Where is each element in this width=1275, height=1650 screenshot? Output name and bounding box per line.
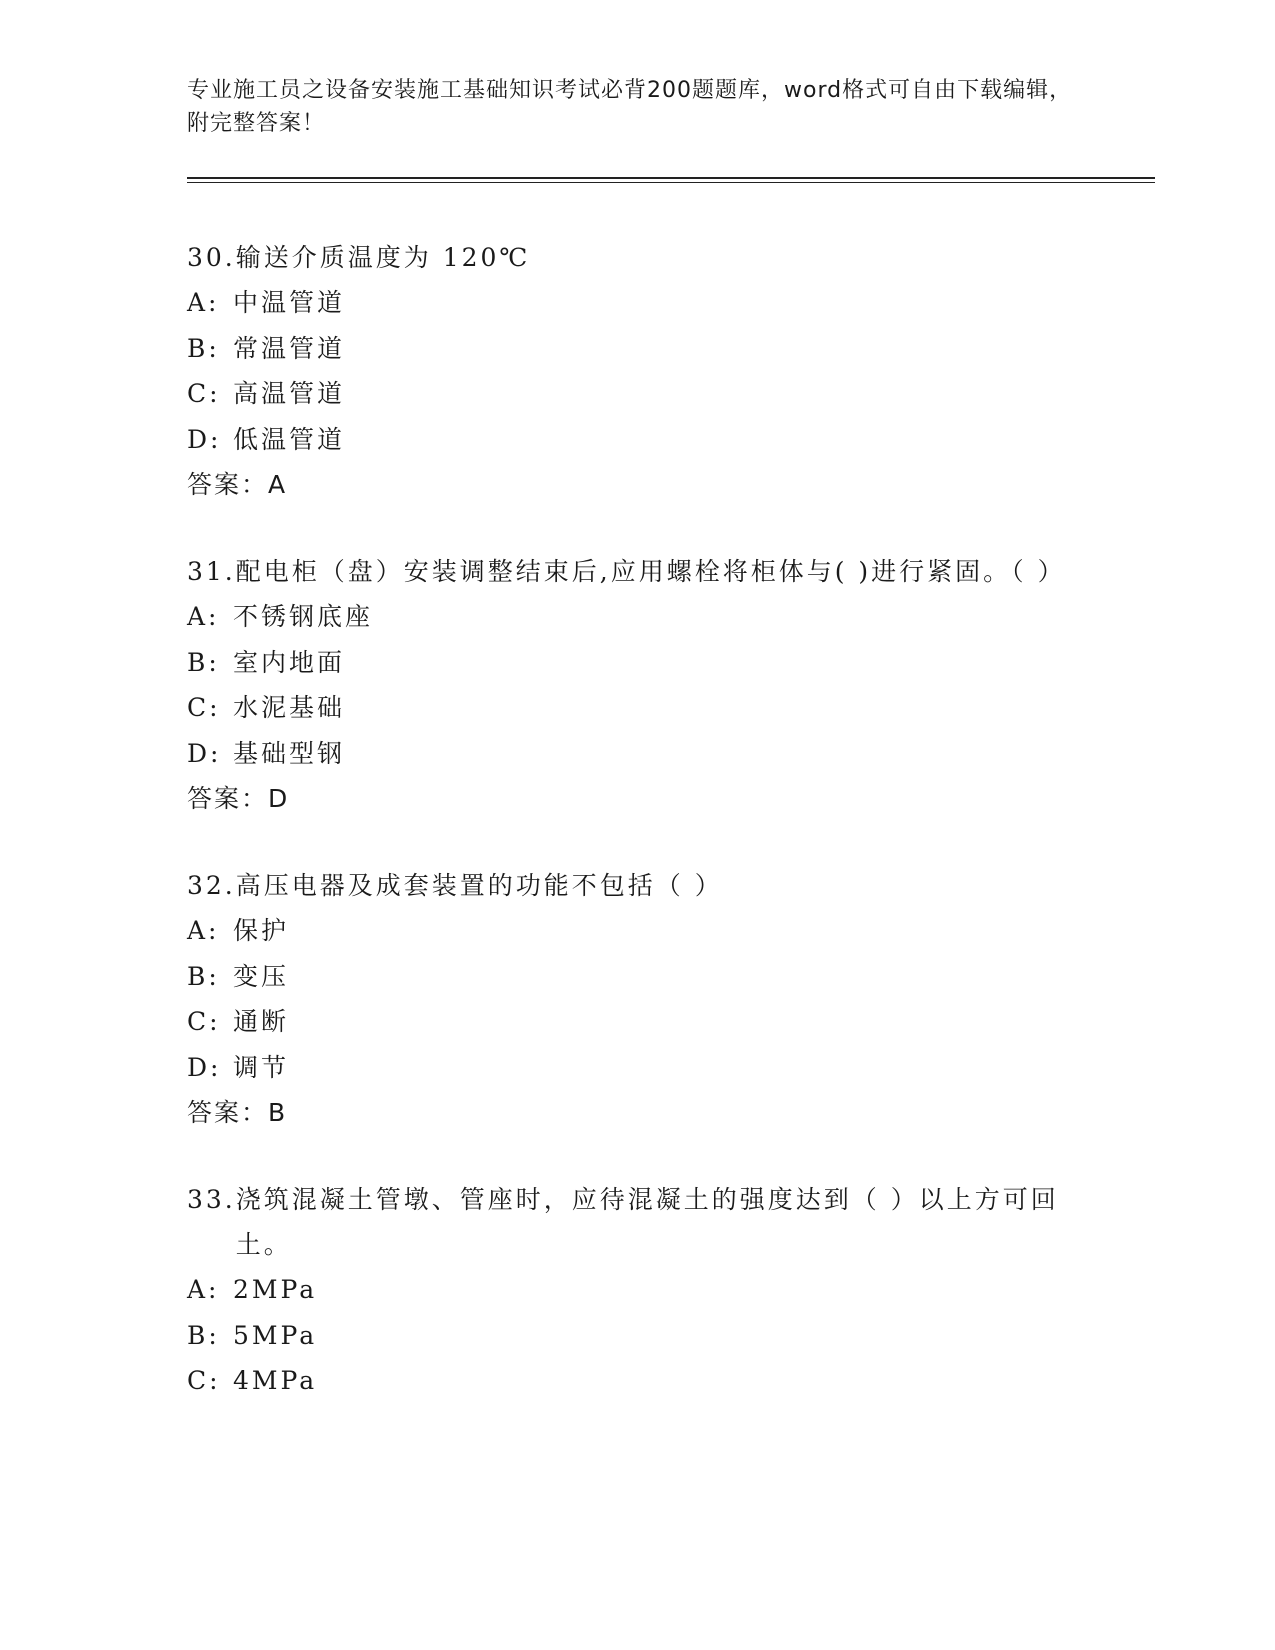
answer-line: 答案：D <box>187 784 290 813</box>
option-text: 中温管道 <box>233 288 346 317</box>
option-b <box>187 326 1087 372</box>
option-text: 低温管道 <box>233 424 346 454</box>
question-number: 30. <box>187 243 236 272</box>
option-a <box>187 594 1087 640</box>
header-divider-thick <box>187 177 1155 179</box>
option-letter: C: <box>187 379 221 408</box>
question-30 <box>187 235 1087 507</box>
question-text: 浇筑混凝土管墩、管座时，应待混凝土的强度达到（ ）以上方可回土。 <box>235 1185 1059 1259</box>
option-c <box>187 685 1087 731</box>
question-33 <box>187 1177 1087 1404</box>
option-text: 不锈钢底座 <box>233 602 374 631</box>
option-letter: B: <box>187 333 220 363</box>
option-text: 通断 <box>233 1007 290 1036</box>
option-a <box>187 908 1087 954</box>
option-d <box>187 417 1087 463</box>
document-header: 专业施工员之设备安装施工基础知识考试必背200题题库，word格式可自由下载编辑，附完整答案！ <box>187 78 1073 136</box>
question-number: 33. <box>187 1185 236 1214</box>
option-a <box>187 280 1087 326</box>
question-text: 配电柜（盘）安装调整结束后,应用螺栓将柜体与( )进行紧固。（ ） <box>235 557 1066 586</box>
header-divider-thin <box>187 182 1155 183</box>
option-letter: D: <box>187 424 222 454</box>
option-text: 室内地面 <box>233 647 346 677</box>
option-text: 水泥基础 <box>233 693 346 722</box>
option-c <box>187 999 1087 1045</box>
option-b <box>187 954 1087 1000</box>
question-list <box>187 235 1087 1446</box>
option-text: 基础型钢 <box>233 738 346 768</box>
question-stem <box>187 549 1087 594</box>
option-b <box>187 1313 1087 1359</box>
option-b <box>187 640 1087 686</box>
option-letter: B: <box>187 647 220 677</box>
option-letter: C: <box>187 693 221 722</box>
option-letter: C: <box>187 1007 221 1036</box>
question-31 <box>187 549 1087 821</box>
answer-line: 答案：B <box>187 1098 288 1127</box>
question-number: 32. <box>187 871 236 900</box>
option-letter: C: <box>187 1366 221 1395</box>
question-stem <box>187 863 1087 908</box>
option-text: 高温管道 <box>233 379 346 408</box>
option-letter: A: <box>187 916 220 945</box>
option-letter: D: <box>187 738 222 768</box>
answer-line: 答案：A <box>187 470 288 499</box>
option-text: 2MPa <box>233 1275 318 1304</box>
option-a <box>187 1267 1087 1313</box>
question-text: 高压电器及成套装置的功能不包括（ ） <box>235 871 723 900</box>
option-letter: B: <box>187 1320 220 1350</box>
question-text: 输送介质温度为 120℃ <box>235 243 531 272</box>
option-letter: D: <box>187 1052 222 1082</box>
option-text: 调节 <box>233 1052 290 1082</box>
option-text: 5MPa <box>233 1320 318 1350</box>
option-letter: A: <box>187 288 220 317</box>
option-d <box>187 731 1087 777</box>
option-c <box>187 371 1087 417</box>
question-stem <box>187 235 1087 280</box>
question-stem <box>187 1177 1087 1267</box>
option-letter: B: <box>187 961 220 991</box>
option-text: 保护 <box>233 916 290 945</box>
option-text: 常温管道 <box>233 333 346 363</box>
question-32 <box>187 863 1087 1135</box>
question-number: 31. <box>187 557 236 586</box>
option-text: 4MPa <box>233 1366 318 1395</box>
option-c <box>187 1358 1087 1404</box>
option-letter: A: <box>187 602 220 631</box>
option-text: 变压 <box>233 961 290 991</box>
option-d <box>187 1045 1087 1091</box>
option-letter: A: <box>187 1275 220 1304</box>
